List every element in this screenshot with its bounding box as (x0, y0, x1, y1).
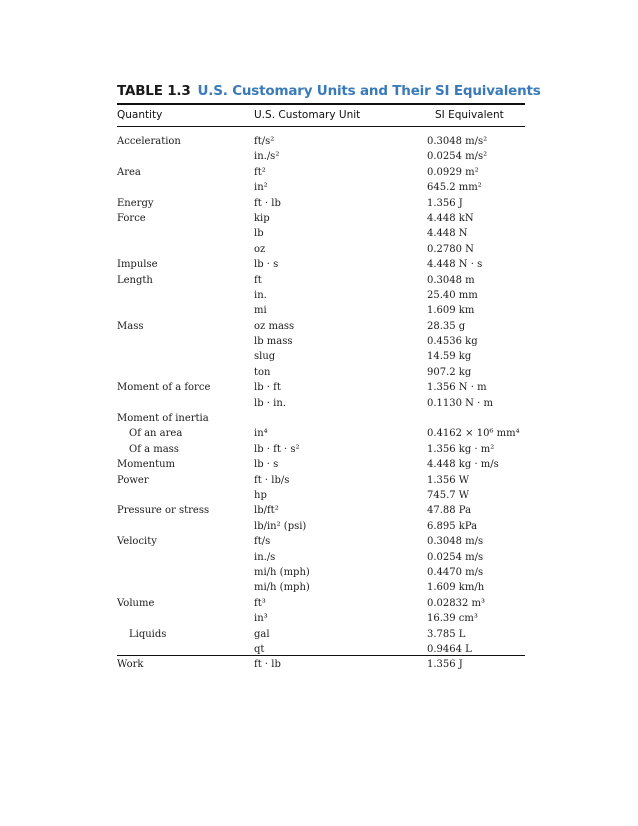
table-row (117, 629, 525, 644)
table-row (117, 182, 525, 197)
si-equivalent-cell: 1.609 km (427, 305, 475, 317)
header-si-equivalent: SI Equivalent (435, 109, 504, 121)
us-unit-cell: lb · ft (254, 382, 281, 394)
si-equivalent-cell: 1.609 km/h (427, 582, 485, 594)
table-row (117, 321, 525, 336)
quantity-cell: Moment of inertia (117, 413, 209, 425)
si-equivalent-cell: 1.356 kg · m² (427, 443, 495, 455)
us-unit-cell: lb (254, 228, 264, 240)
table-row (117, 505, 525, 520)
quantity-cell: Velocity (117, 536, 157, 548)
si-equivalent-cell: 0.3048 m (427, 274, 475, 286)
si-equivalent-cell: 4.448 N · s (427, 259, 483, 271)
table-row (117, 367, 525, 382)
us-unit-cell: qt (254, 643, 265, 655)
us-unit-cell: lb · s (254, 459, 279, 471)
si-equivalent-cell: 3.785 L (427, 628, 466, 640)
si-equivalent-cell: 0.4470 m/s (427, 566, 484, 578)
us-unit-cell: in⁴ (254, 428, 268, 440)
us-unit-cell: gal (254, 628, 270, 640)
quantity-cell: Length (117, 274, 153, 286)
quantity-cell: Of a mass (129, 443, 179, 455)
si-equivalent-cell: 0.0254 m/s (427, 551, 484, 563)
table-row (117, 151, 525, 166)
si-equivalent-cell: 745.7 W (427, 489, 470, 501)
table-row (117, 444, 525, 459)
quantity-cell: Liquids (129, 628, 167, 640)
quantity-cell: Volume (117, 597, 155, 609)
us-unit-cell: lb mass (254, 336, 293, 348)
us-unit-cell: in./s (254, 551, 276, 563)
table-row (117, 228, 525, 243)
table-row (117, 167, 525, 182)
us-unit-cell: ft² (254, 166, 266, 178)
table-header (117, 109, 525, 125)
us-unit-cell: in. (254, 289, 267, 301)
si-equivalent-cell: 645.2 mm² (427, 182, 482, 194)
quantity-cell: Of an area (129, 428, 183, 440)
si-equivalent-cell: 0.3048 m/s² (427, 136, 488, 147)
us-unit-cell: hp (254, 489, 267, 501)
table-row (117, 275, 525, 290)
si-equivalent-cell: 0.4536 kg (427, 336, 478, 348)
table-row (117, 582, 525, 597)
quantity-cell: Impulse (117, 259, 158, 271)
table-row (117, 659, 525, 674)
quantity-cell: Moment of a force (117, 382, 211, 394)
table-row (117, 644, 525, 659)
table-row (117, 536, 525, 551)
table-row (117, 490, 525, 505)
si-equivalent-cell: 0.02832 m³ (427, 597, 486, 609)
table-row (117, 382, 525, 397)
si-equivalent-cell: 47.88 Pa (427, 505, 472, 517)
si-equivalent-cell: 25.40 mm (427, 289, 478, 301)
si-equivalent-cell: 1.356 W (427, 474, 470, 486)
si-equivalent-cell: 0.9464 L (427, 643, 472, 655)
us-unit-cell: kip (254, 212, 270, 224)
us-unit-cell: in./s² (254, 151, 280, 163)
si-equivalent-cell: 6.895 kPa (427, 520, 478, 532)
table-row (117, 567, 525, 582)
header-rule (117, 126, 525, 127)
table-row (117, 521, 525, 536)
us-unit-cell: mi/h (mph) (254, 582, 310, 594)
us-unit-cell: ft/s (254, 536, 271, 548)
si-equivalent-cell: 1.356 J (427, 197, 463, 209)
bottom-rule (117, 655, 525, 656)
si-equivalent-cell: 0.1130 N · m (427, 397, 493, 409)
us-unit-cell: ft · lb (254, 197, 281, 209)
table-row (117, 244, 525, 259)
table-row (117, 398, 525, 413)
si-equivalent-cell: 0.3048 m/s (427, 536, 484, 548)
us-unit-cell: lb/in² (psi) (254, 520, 307, 532)
si-equivalent-cell: 1.356 J (427, 659, 463, 671)
us-unit-cell: slug (254, 351, 276, 363)
si-equivalent-cell: 0.0929 m² (427, 166, 479, 178)
table-row (117, 305, 525, 320)
si-equivalent-cell: 4.448 N (427, 228, 468, 240)
table-row (117, 213, 525, 228)
us-unit-cell: oz mass (254, 320, 295, 332)
table-row (117, 290, 525, 305)
table-row (117, 136, 525, 151)
si-equivalent-cell: 907.2 kg (427, 366, 472, 378)
quantity-cell: Pressure or stress (117, 505, 210, 517)
si-equivalent-cell: 1.356 N · m (427, 382, 487, 394)
top-rule (117, 103, 525, 105)
si-equivalent-cell: 0.0254 m/s² (427, 151, 488, 163)
us-unit-cell: lb/ft² (254, 505, 279, 517)
table-row (117, 413, 525, 428)
table-row (117, 351, 525, 366)
us-unit-cell: ft · lb/s (254, 474, 290, 486)
us-unit-cell: in³ (254, 613, 268, 625)
us-unit-cell: lb · s (254, 259, 279, 271)
si-equivalent-cell: 0.2780 N (427, 243, 474, 255)
us-unit-cell: ft³ (254, 597, 266, 609)
table-number: TABLE 1.3 (117, 83, 191, 99)
table-row (117, 428, 525, 443)
us-unit-cell: lb · in. (254, 397, 286, 409)
si-equivalent-cell: 28.35 g (427, 320, 466, 332)
table-row (117, 459, 525, 474)
header-quantity: Quantity (117, 109, 163, 121)
us-unit-cell: ton (254, 366, 271, 378)
table-row (117, 475, 525, 490)
table-row (117, 198, 525, 213)
us-unit-cell: ft · lb (254, 659, 281, 671)
header-us-unit: U.S. Customary Unit (254, 109, 361, 121)
us-unit-cell: in² (254, 182, 268, 194)
us-unit-cell: ft (254, 274, 262, 286)
us-unit-cell: mi (254, 305, 267, 317)
quantity-cell: Area (117, 166, 141, 178)
us-unit-cell: mi/h (mph) (254, 566, 310, 578)
table-row (117, 613, 525, 628)
us-unit-cell: ft/s² (254, 136, 275, 147)
si-equivalent-cell: 4.448 kN (427, 212, 474, 224)
quantity-cell: Momentum (117, 459, 176, 471)
si-equivalent-cell: 16.39 cm³ (427, 613, 478, 625)
table-caption (117, 83, 541, 99)
si-equivalent-cell: 14.59 kg (427, 351, 472, 363)
table-row (117, 552, 525, 567)
us-unit-cell: oz (254, 243, 266, 255)
table-row (117, 336, 525, 351)
quantity-cell: Mass (117, 320, 144, 332)
us-unit-cell: lb · ft · s² (254, 443, 300, 455)
quantity-cell: Force (117, 212, 146, 224)
table-body (117, 136, 525, 675)
quantity-cell: Acceleration (117, 136, 181, 147)
quantity-cell: Work (117, 659, 144, 671)
quantity-cell: Energy (117, 197, 154, 209)
quantity-cell: Power (117, 474, 149, 486)
si-equivalent-cell: 0.4162 × 10⁶ mm⁴ (427, 428, 520, 440)
table-row (117, 598, 525, 613)
table-title: U.S. Customary Units and Their SI Equivalents (197, 83, 541, 99)
si-equivalent-cell: 4.448 kg · m/s (427, 459, 499, 471)
table-row (117, 259, 525, 274)
